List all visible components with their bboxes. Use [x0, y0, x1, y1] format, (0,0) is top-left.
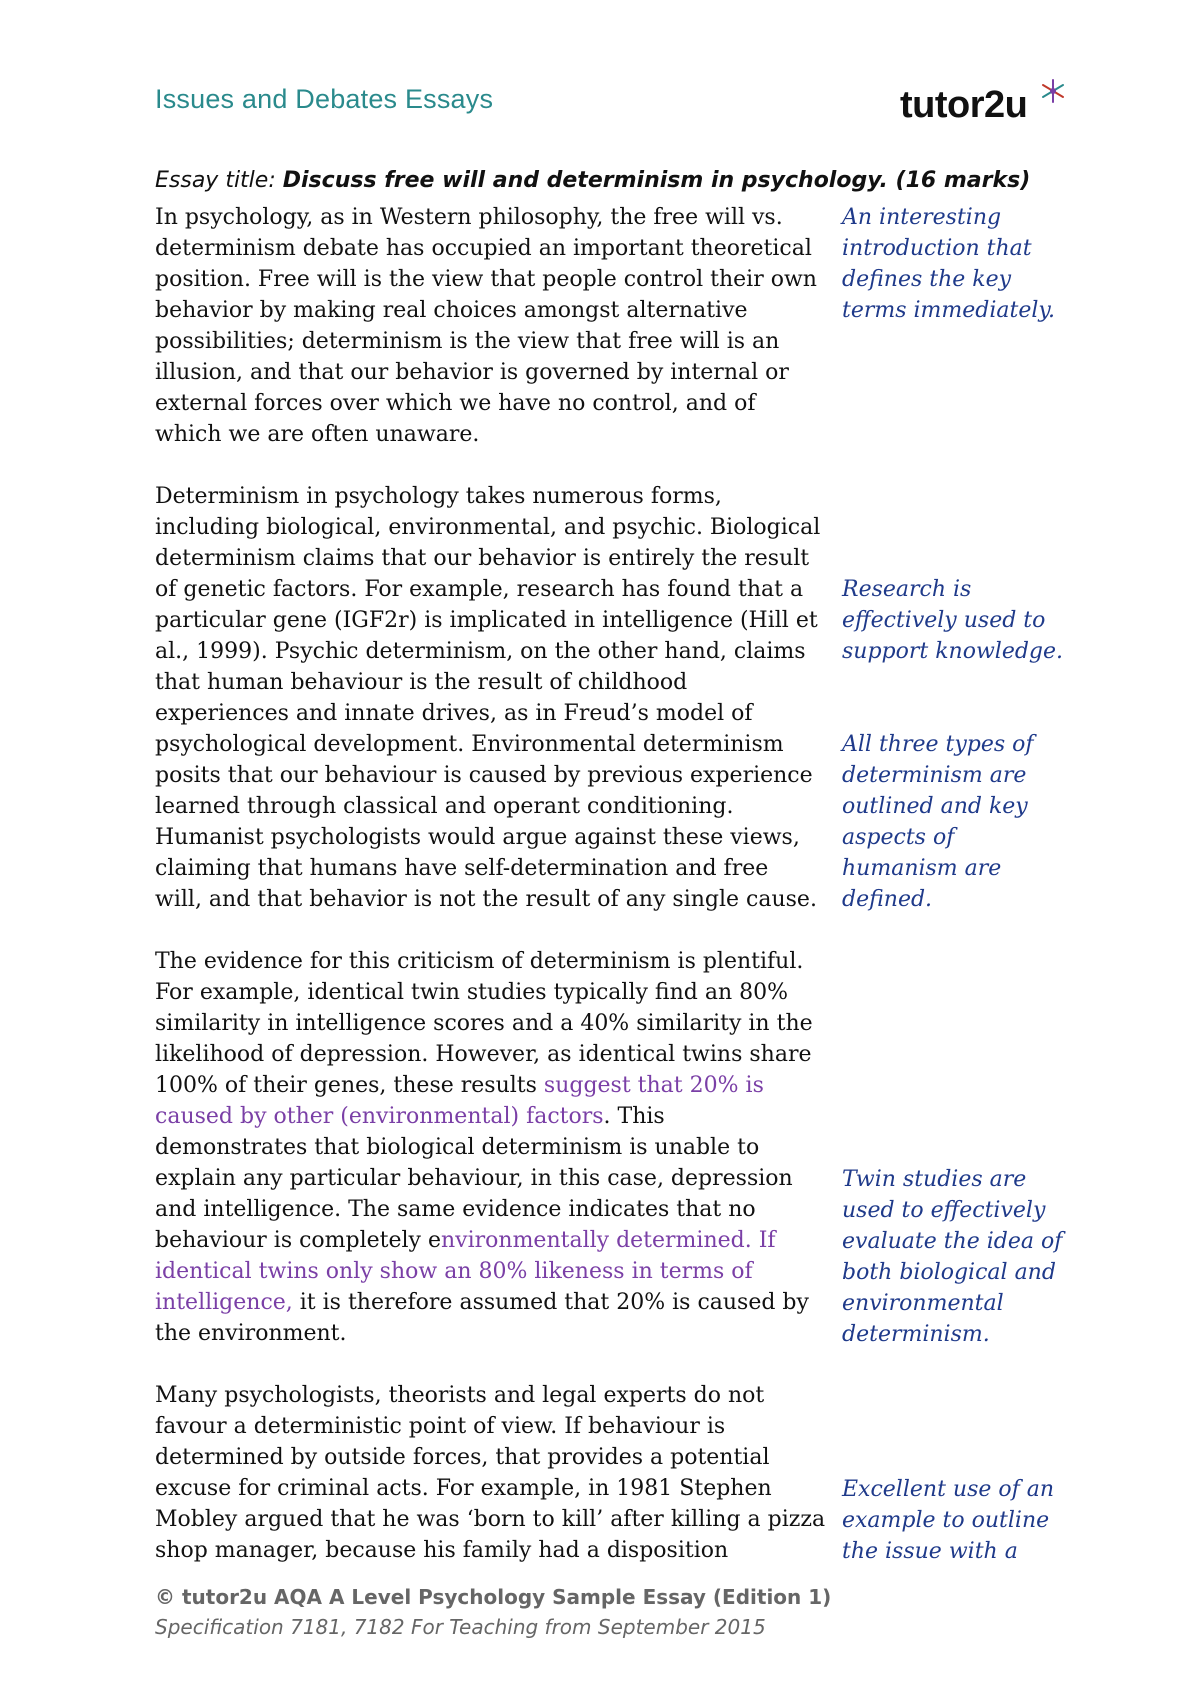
comment-line: An interesting: [842, 205, 1002, 230]
body-line: which we are often unaware.: [155, 422, 480, 447]
body-line: possibilities; determinism is the view that free will is an: [155, 329, 780, 354]
body-line: claiming that humans have self-determination and free: [155, 856, 769, 881]
comment-line: Research is: [842, 577, 972, 602]
body-line: experiences and innate drives, as in Freud’s model of: [155, 701, 753, 726]
comment-line: environmental: [842, 1291, 1004, 1316]
body-line: determinism debate has occupied an important theoretical: [155, 236, 812, 261]
body-line: Humanist psychologists would argue against these views,: [155, 825, 800, 850]
page-header-title: Issues and Debates Essays: [155, 84, 494, 114]
body-line: determined by outside forces, that provides a potential: [155, 1445, 770, 1470]
body-line: [155, 1101, 835, 1132]
body-line: particular gene (IGF2r) is implicated in intelligence (Hill et: [155, 608, 818, 633]
footer-specification: Specification 7181, 7182 For Teaching from September 2015: [155, 1615, 766, 1639]
tutor2u-logo: [900, 76, 1070, 136]
comment-line: determinism.: [842, 1322, 990, 1347]
comment-line: humanism are: [842, 856, 1002, 881]
body-line: likelihood of depression. However, as identical twins share: [155, 1042, 812, 1067]
body-line: For example, identical twin studies typically find an 80%: [155, 980, 789, 1005]
body-line: shop manager, because his family had a disposition: [155, 1538, 729, 1563]
body-line: learned through classical and operant conditioning.: [155, 794, 734, 819]
highlighted-line: identical twins only show an 80% likeness in terms of: [155, 1259, 753, 1284]
comment-line: used to effectively: [842, 1198, 1046, 1223]
margin-comment-4: [842, 1164, 1082, 1350]
paragraph-gap: [155, 1349, 835, 1380]
body-line: determinism claims that our behavior is entirely the result: [155, 546, 810, 571]
highlighted-text: suggest that 20% is: [543, 1073, 764, 1098]
comment-line: the issue with a: [842, 1539, 1018, 1564]
body-line: [155, 1225, 835, 1256]
body-line: posits that our behaviour is caused by previous experience: [155, 763, 813, 788]
body-line: favour a deterministic point of view. If behaviour is: [155, 1414, 726, 1439]
comment-line: example to outline: [842, 1508, 1050, 1533]
essay-body: [155, 202, 835, 1566]
body-line: that human behaviour is the result of childhood: [155, 670, 688, 695]
paragraph-3: [155, 946, 835, 1349]
body-text: 100% of their genes, these results: [155, 1073, 544, 1098]
comment-line: terms immediately.: [842, 298, 1055, 323]
page-footer: [155, 1585, 831, 1639]
comment-line: determinism are: [842, 763, 1027, 788]
body-line: psychological development. Environmental determinism: [155, 732, 784, 757]
comment-line: introduction that: [842, 236, 1032, 261]
body-line: demonstrates that biological determinism is unable to: [155, 1135, 760, 1160]
highlighted-text: intelligence,: [155, 1290, 293, 1315]
comment-line: Excellent use of an: [842, 1477, 1055, 1502]
paragraph-gap: [155, 450, 835, 481]
logo-text: tutor2u: [900, 84, 1028, 126]
paragraph-1: [155, 202, 835, 450]
comment-line: All three types of: [842, 732, 1034, 757]
comment-line: support knowledge.: [842, 639, 1064, 664]
body-line: Mobley argued that he was ‘born to kill’ after killing a pizza: [155, 1507, 826, 1532]
body-text: behaviour is completely e: [155, 1228, 441, 1253]
paragraph-4: [155, 1380, 835, 1566]
paragraph-2: [155, 481, 835, 915]
comment-line: aspects of: [842, 825, 955, 850]
body-line: [155, 1287, 835, 1318]
highlighted-text: caused by other (environmental) factors: [155, 1104, 604, 1129]
body-text: . This: [603, 1104, 665, 1129]
body-line: behavior by making real choices amongst alternative: [155, 298, 748, 323]
essay-title: [155, 168, 1030, 193]
margin-comment-1: [842, 202, 1082, 326]
body-text: it is therefore assumed that 20% is caused by: [292, 1290, 809, 1315]
body-line: position. Free will is the view that people control their own: [155, 267, 817, 292]
body-line: including biological, environmental, and psychic. Biological: [155, 515, 821, 540]
body-line: al., 1999). Psychic determinism, on the other hand, claims: [155, 639, 806, 664]
comment-line: both biological and: [842, 1260, 1056, 1285]
body-line: [155, 1070, 835, 1101]
comment-line: defines the key: [842, 267, 1012, 292]
body-line: Many psychologists, theorists and legal experts do not: [155, 1383, 765, 1408]
body-line: of genetic factors. For example, research has found that a: [155, 577, 804, 602]
essay-title-text: Discuss free will and determinism in psychology. (16 marks): [282, 168, 1031, 193]
body-line: and intelligence. The same evidence indicates that no: [155, 1197, 756, 1222]
margin-comment-5: [842, 1474, 1082, 1567]
body-line: similarity in intelligence scores and a 40% similarity in the: [155, 1011, 813, 1036]
body-line: excuse for criminal acts. For example, in 1981 Stephen: [155, 1476, 772, 1501]
comment-line: evaluate the idea of: [842, 1229, 1063, 1254]
comment-line: defined.: [842, 887, 933, 912]
body-line: external forces over which we have no control, and of: [155, 391, 756, 416]
body-line: explain any particular behaviour, in this case, depression: [155, 1166, 793, 1191]
footer-copyright: © tutor2u AQA A Level Psychology Sample Essay (Edition 1): [155, 1585, 832, 1609]
body-line: the environment.: [155, 1321, 347, 1346]
comment-line: effectively used to: [842, 608, 1046, 633]
body-line: will, and that behavior is not the result of any single cause.: [155, 887, 817, 912]
body-line: illusion, and that our behavior is governed by internal or: [155, 360, 789, 385]
flower-icon: [1038, 76, 1068, 106]
body-line: In psychology, as in Western philosophy, the free will vs.: [155, 205, 783, 230]
body-line: Determinism in psychology takes numerous forms,: [155, 484, 722, 509]
comment-line: Twin studies are: [842, 1167, 1027, 1192]
essay-title-prefix: Essay title:: [155, 168, 283, 193]
comment-line: outlined and key: [842, 794, 1028, 819]
paragraph-gap: [155, 915, 835, 946]
margin-comment-3: [842, 729, 1082, 915]
highlighted-text: nvironmentally determined. If: [441, 1228, 776, 1253]
margin-comment-2: [842, 574, 1082, 667]
body-line: The evidence for this criticism of determinism is plentiful.: [155, 949, 804, 974]
